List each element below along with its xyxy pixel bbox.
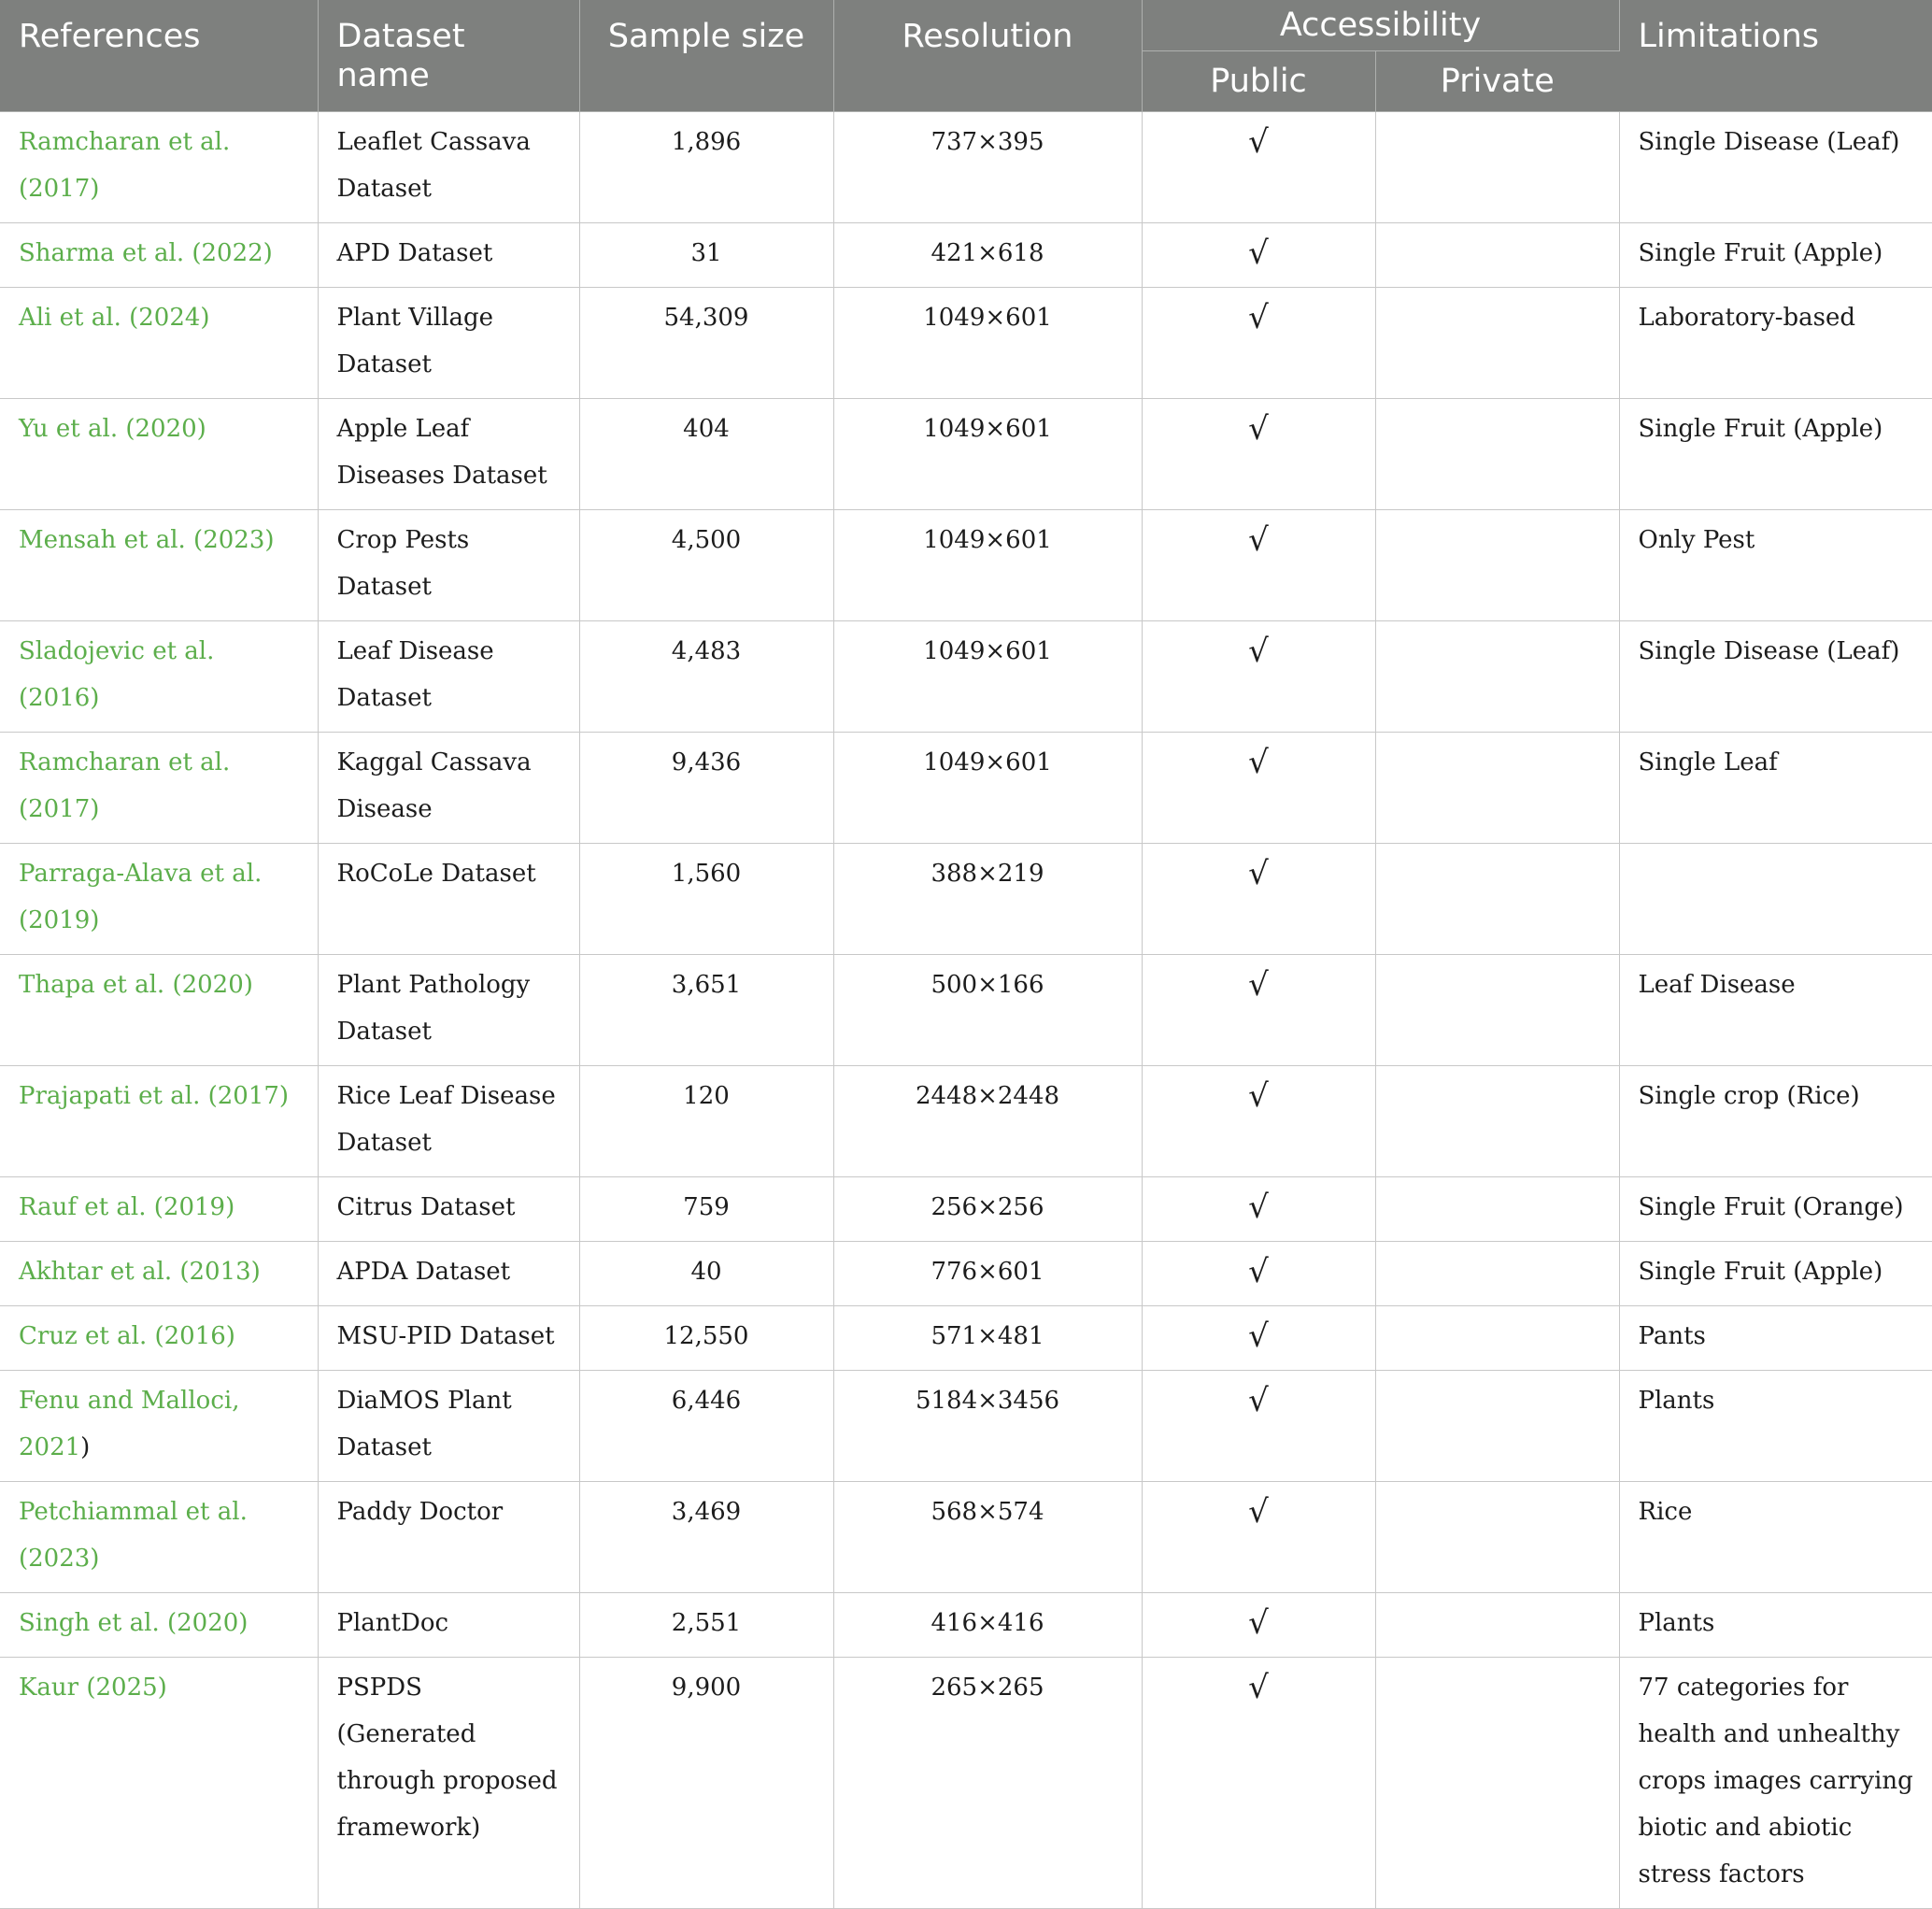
- reference-link[interactable]: Mensah et al. (2023): [19, 526, 275, 554]
- cell-dataset-name: Kaggal Cassava Disease: [318, 733, 579, 844]
- table-row: [0, 844, 1932, 955]
- table-row: [0, 1371, 1932, 1482]
- table-row: [0, 1066, 1932, 1177]
- cell-public: √: [1142, 1177, 1375, 1242]
- table-row: [0, 112, 1932, 223]
- cell-limitations: Only Pest: [1619, 510, 1932, 621]
- reference-link[interactable]: Cruz et al. (2016): [19, 1322, 235, 1350]
- cell-resolution: 1049×601: [833, 510, 1142, 621]
- cell-sample-size: 9,900: [579, 1658, 833, 1909]
- cell-reference: [0, 510, 318, 621]
- cell-resolution: 571×481: [833, 1306, 1142, 1371]
- cell-resolution: 388×219: [833, 844, 1142, 955]
- cell-resolution: 1049×601: [833, 621, 1142, 733]
- cell-reference: [0, 955, 318, 1066]
- cell-reference: [0, 288, 318, 399]
- reference-link[interactable]: Ali et al. (2024): [19, 304, 210, 332]
- table-row: [0, 223, 1932, 288]
- cell-public: √: [1142, 1593, 1375, 1658]
- cell-resolution: 5184×3456: [833, 1371, 1142, 1482]
- cell-dataset-name: Plant Pathology Dataset: [318, 955, 579, 1066]
- cell-limitations: Pants: [1619, 1306, 1932, 1371]
- cell-resolution: 1049×601: [833, 399, 1142, 510]
- cell-limitations: 77 categories for health and unhealthy crops images carrying biotic and abiotic stress factors: [1619, 1658, 1932, 1909]
- cell-limitations: Single Fruit (Apple): [1619, 399, 1932, 510]
- cell-reference: [0, 1593, 318, 1658]
- reference-link[interactable]: Fenu and Malloci, 2021: [19, 1387, 240, 1461]
- cell-private: [1375, 1177, 1619, 1242]
- cell-dataset-name: Leaflet Cassava Dataset: [318, 112, 579, 223]
- cell-limitations: Single Leaf: [1619, 733, 1932, 844]
- reference-link[interactable]: Prajapati et al. (2017): [19, 1082, 290, 1110]
- cell-dataset-name: PSPDS (Generated through proposed framework): [318, 1658, 579, 1909]
- table-header: [0, 0, 1932, 112]
- cell-dataset-name: MSU-PID Dataset: [318, 1306, 579, 1371]
- reference-link[interactable]: Parraga-Alava et al. (2019): [19, 860, 263, 934]
- table-row: [0, 288, 1932, 399]
- cell-limitations: Single Fruit (Apple): [1619, 223, 1932, 288]
- cell-limitations: Single Disease (Leaf): [1619, 621, 1932, 733]
- cell-limitations: Laboratory-based: [1619, 288, 1932, 399]
- table-row: [0, 955, 1932, 1066]
- cell-public: √: [1142, 621, 1375, 733]
- table-row: [0, 621, 1932, 733]
- cell-resolution: 500×166: [833, 955, 1142, 1066]
- header-limitations: Limitations: [1619, 0, 1932, 112]
- cell-sample-size: 4,500: [579, 510, 833, 621]
- cell-private: [1375, 733, 1619, 844]
- cell-reference: [0, 1371, 318, 1482]
- cell-limitations: [1619, 844, 1932, 955]
- cell-private: [1375, 1306, 1619, 1371]
- cell-public: √: [1142, 223, 1375, 288]
- table-row: [0, 1482, 1932, 1593]
- table-row: [0, 1593, 1932, 1658]
- cell-sample-size: 9,436: [579, 733, 833, 844]
- cell-dataset-name: Leaf Disease Dataset: [318, 621, 579, 733]
- reference-link[interactable]: Rauf et al. (2019): [19, 1193, 235, 1221]
- cell-dataset-name: RoCoLe Dataset: [318, 844, 579, 955]
- cell-limitations: Plants: [1619, 1593, 1932, 1658]
- cell-public: √: [1142, 1066, 1375, 1177]
- cell-public: √: [1142, 1482, 1375, 1593]
- cell-sample-size: 1,560: [579, 844, 833, 955]
- cell-public: √: [1142, 1658, 1375, 1909]
- cell-dataset-name: Crop Pests Dataset: [318, 510, 579, 621]
- cell-sample-size: 759: [579, 1177, 833, 1242]
- cell-limitations: Single Fruit (Orange): [1619, 1177, 1932, 1242]
- cell-limitations: Rice: [1619, 1482, 1932, 1593]
- cell-sample-size: 3,651: [579, 955, 833, 1066]
- cell-dataset-name: Plant Village Dataset: [318, 288, 579, 399]
- cell-private: [1375, 223, 1619, 288]
- cell-private: [1375, 1066, 1619, 1177]
- cell-reference: [0, 1658, 318, 1909]
- cell-reference: [0, 399, 318, 510]
- cell-reference: [0, 1177, 318, 1242]
- cell-reference: [0, 1242, 318, 1306]
- cell-limitations: Single Fruit (Apple): [1619, 1242, 1932, 1306]
- reference-link[interactable]: Ramcharan et al. (2017): [19, 128, 231, 203]
- cell-sample-size: 404: [579, 399, 833, 510]
- cell-private: [1375, 1593, 1619, 1658]
- cell-reference: [0, 844, 318, 955]
- cell-private: [1375, 844, 1619, 955]
- cell-sample-size: 4,483: [579, 621, 833, 733]
- header-sample-size: Sample size: [579, 0, 833, 112]
- reference-link[interactable]: Yu et al. (2020): [19, 415, 206, 443]
- cell-sample-size: 6,446: [579, 1371, 833, 1482]
- cell-limitations: Leaf Disease: [1619, 955, 1932, 1066]
- cell-dataset-name: Apple Leaf Diseases Dataset: [318, 399, 579, 510]
- cell-resolution: 776×601: [833, 1242, 1142, 1306]
- cell-reference: [0, 112, 318, 223]
- cell-resolution: 568×574: [833, 1482, 1142, 1593]
- cell-public: √: [1142, 510, 1375, 621]
- table-row: [0, 733, 1932, 844]
- cell-reference: [0, 621, 318, 733]
- cell-public: √: [1142, 955, 1375, 1066]
- cell-resolution: 1049×601: [833, 288, 1142, 399]
- cell-reference: [0, 223, 318, 288]
- cell-dataset-name: Paddy Doctor: [318, 1482, 579, 1593]
- reference-link[interactable]: Petchiammal et al. (2023): [19, 1498, 248, 1573]
- reference-link[interactable]: Sladojevic et al. (2016): [19, 637, 215, 712]
- header-private: Private: [1375, 51, 1619, 112]
- cell-private: [1375, 510, 1619, 621]
- header-references: References: [0, 0, 318, 112]
- cell-resolution: 1049×601: [833, 733, 1142, 844]
- header-dataset-name: Dataset name: [318, 0, 579, 112]
- cell-sample-size: 2,551: [579, 1593, 833, 1658]
- reference-link[interactable]: Ramcharan et al. (2017): [19, 748, 231, 823]
- reference-link[interactable]: Akhtar et al. (2013): [19, 1258, 261, 1286]
- cell-sample-size: 54,309: [579, 288, 833, 399]
- reference-link[interactable]: Singh et al. (2020): [19, 1609, 249, 1637]
- cell-reference: [0, 1066, 318, 1177]
- table-row: [0, 1242, 1932, 1306]
- cell-dataset-name: DiaMOS Plant Dataset: [318, 1371, 579, 1482]
- cell-public: √: [1142, 288, 1375, 399]
- cell-sample-size: 12,550: [579, 1306, 833, 1371]
- cell-private: [1375, 399, 1619, 510]
- table-row: [0, 1177, 1932, 1242]
- cell-public: √: [1142, 1371, 1375, 1482]
- cell-reference: [0, 1306, 318, 1371]
- reference-link[interactable]: Kaur (2025): [19, 1674, 167, 1702]
- cell-resolution: 737×395: [833, 112, 1142, 223]
- reference-link[interactable]: Thapa et al. (2020): [19, 971, 253, 999]
- cell-sample-size: 120: [579, 1066, 833, 1177]
- cell-resolution: 256×256: [833, 1177, 1142, 1242]
- cell-limitations: Plants: [1619, 1371, 1932, 1482]
- table-row: [0, 1658, 1932, 1909]
- cell-private: [1375, 1371, 1619, 1482]
- cell-dataset-name: Citrus Dataset: [318, 1177, 579, 1242]
- reference-suffix: ): [80, 1433, 91, 1461]
- header-accessibility: Accessibility: [1142, 0, 1619, 51]
- cell-resolution: 265×265: [833, 1658, 1142, 1909]
- cell-public: √: [1142, 399, 1375, 510]
- table-row: [0, 399, 1932, 510]
- table-row: [0, 1306, 1932, 1371]
- table-row: [0, 510, 1932, 621]
- cell-public: √: [1142, 844, 1375, 955]
- header-public: Public: [1142, 51, 1375, 112]
- cell-sample-size: 3,469: [579, 1482, 833, 1593]
- cell-resolution: 416×416: [833, 1593, 1142, 1658]
- cell-limitations: Single crop (Rice): [1619, 1066, 1932, 1177]
- cell-sample-size: 1,896: [579, 112, 833, 223]
- cell-private: [1375, 1482, 1619, 1593]
- cell-private: [1375, 112, 1619, 223]
- cell-public: √: [1142, 733, 1375, 844]
- cell-dataset-name: PlantDoc: [318, 1593, 579, 1658]
- cell-private: [1375, 621, 1619, 733]
- cell-private: [1375, 288, 1619, 399]
- cell-reference: [0, 733, 318, 844]
- cell-reference: [0, 1482, 318, 1593]
- cell-private: [1375, 955, 1619, 1066]
- header-resolution: Resolution: [833, 0, 1142, 112]
- cell-dataset-name: Rice Leaf Disease Dataset: [318, 1066, 579, 1177]
- cell-public: √: [1142, 1306, 1375, 1371]
- cell-resolution: 421×618: [833, 223, 1142, 288]
- cell-private: [1375, 1658, 1619, 1909]
- cell-sample-size: 31: [579, 223, 833, 288]
- cell-resolution: 2448×2448: [833, 1066, 1142, 1177]
- cell-dataset-name: APDA Dataset: [318, 1242, 579, 1306]
- reference-link[interactable]: Sharma et al. (2022): [19, 239, 273, 267]
- cell-private: [1375, 1242, 1619, 1306]
- cell-dataset-name: APD Dataset: [318, 223, 579, 288]
- cell-sample-size: 40: [579, 1242, 833, 1306]
- cell-limitations: Single Disease (Leaf): [1619, 112, 1932, 223]
- cell-public: √: [1142, 112, 1375, 223]
- cell-public: √: [1142, 1242, 1375, 1306]
- table-body: [0, 112, 1932, 1909]
